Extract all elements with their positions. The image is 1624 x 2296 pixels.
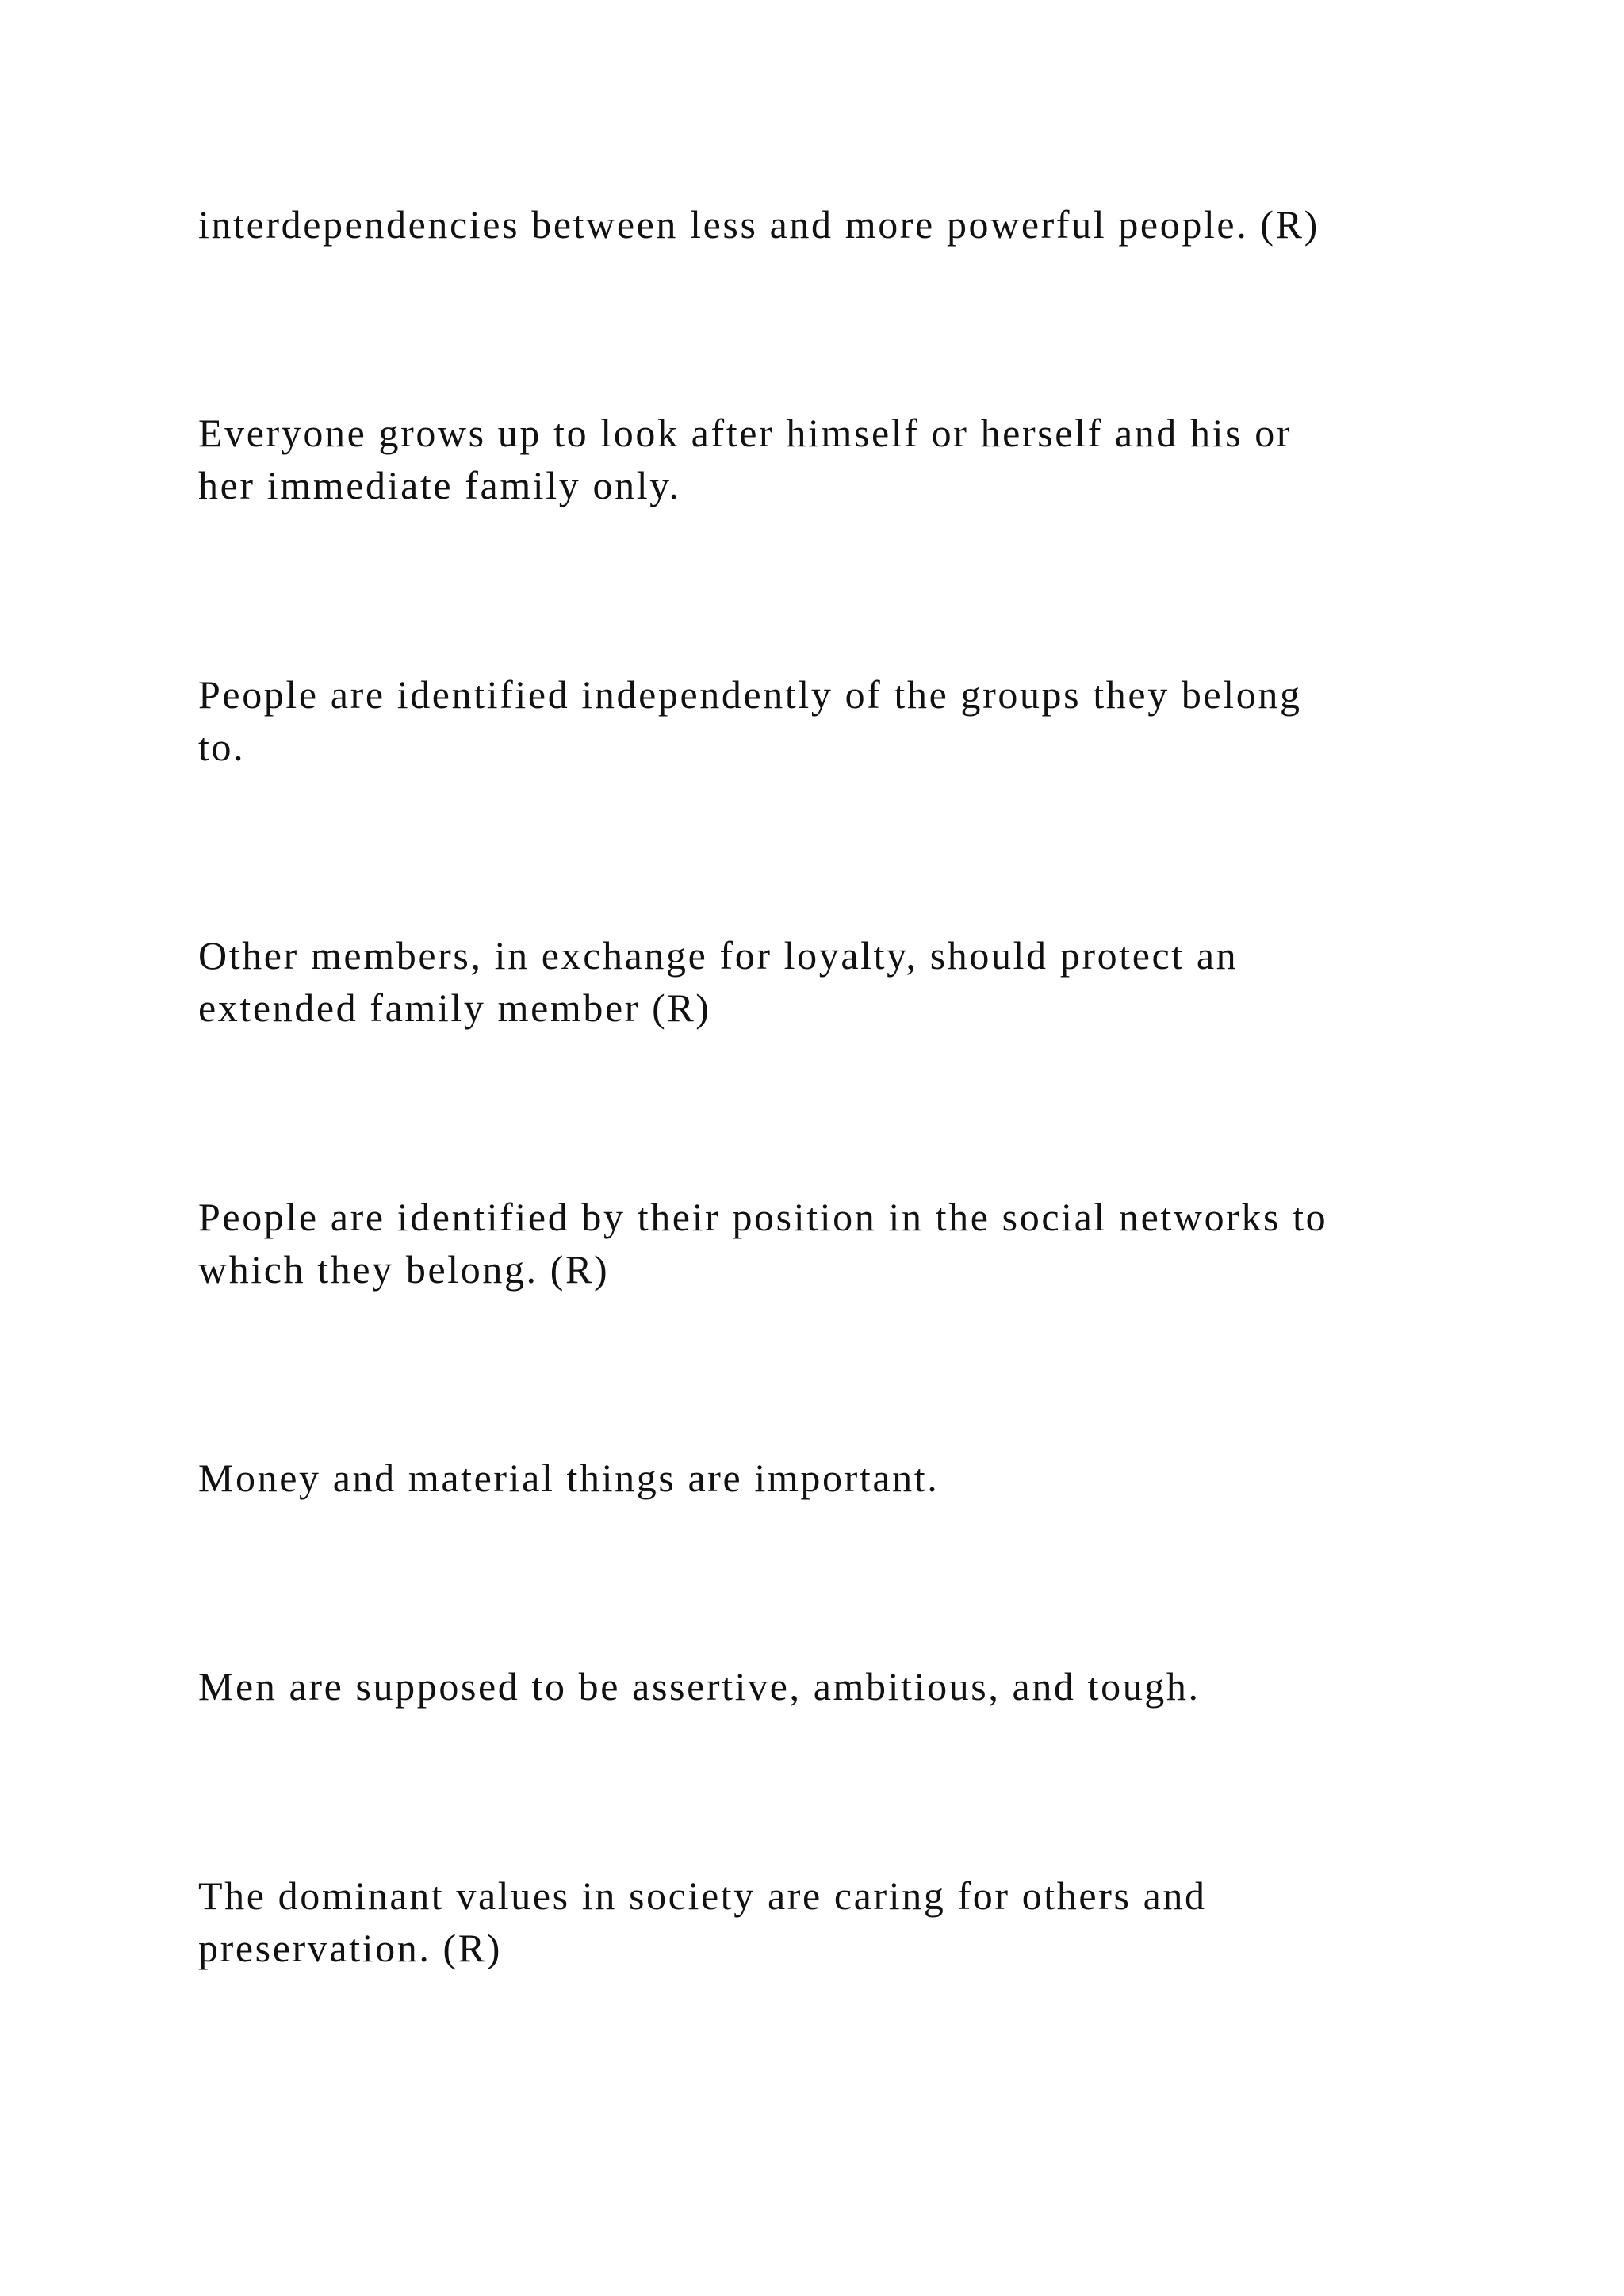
survey-item-line: Men are supposed to be assertive, ambitious, and tough. [198,1664,1201,1709]
survey-item-3 [198,668,1507,773]
survey-item-line: her immediate family only. [198,463,681,507]
survey-item-line: Money and material things are important. [198,1456,940,1500]
survey-item-line: which they belong. (R) [198,1247,610,1292]
survey-item-6 [198,1452,1507,1504]
survey-item-line: preservation. (R) [198,1926,502,1970]
survey-item-line: The dominant values in society are caring for others and [198,1873,1207,1918]
survey-item-line: extended family member (R) [198,985,711,1030]
survey-item-5 [198,1191,1507,1295]
survey-item-4 [198,929,1507,1034]
survey-item-line: to. [198,725,246,769]
survey-item-line: interdependencies between less and more powerful people. (R) [198,202,1320,247]
survey-item-8 [198,1869,1507,1974]
survey-item-2 [198,407,1507,511]
survey-item-7 [198,1660,1507,1712]
survey-item-1 [198,198,1507,251]
survey-item-line: Other members, in exchange for loyalty, should protect an [198,933,1239,978]
survey-item-line: People are identified by their position in the social networks to [198,1195,1328,1239]
survey-item-line: Everyone grows up to look after himself or herself and his or [198,411,1293,455]
survey-item-line: People are identified independently of the groups they belong [198,672,1302,717]
